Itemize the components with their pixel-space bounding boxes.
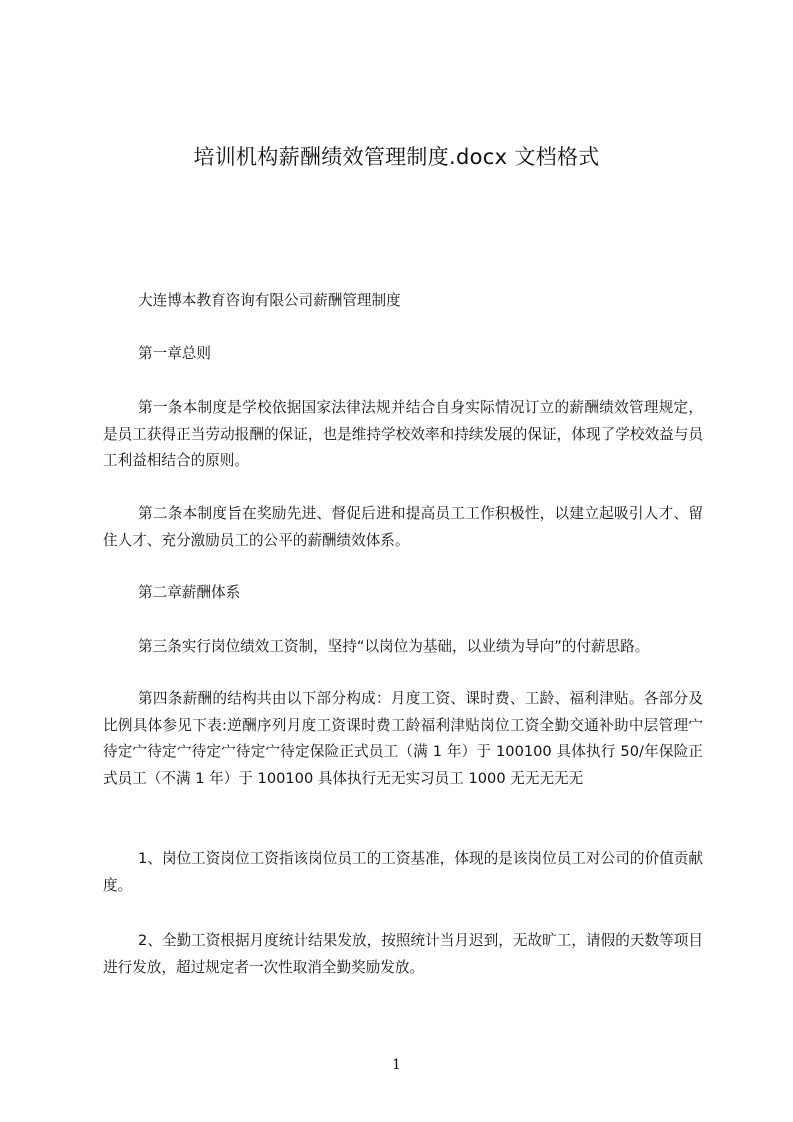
item-1-paragraph: 1、岗位工资岗位工资指该岗位员工的工资基准，体现的是该岗位员工对公司的价值贡献度。: [103, 850, 703, 894]
document-title: 培训机构薪酬绩效管理制度.docx 文档格式: [193, 145, 600, 169]
chapter-1-heading: 第一章总则: [138, 345, 211, 362]
company-heading: 大连博本教育咨询有限公司薪酬管理制度: [138, 292, 401, 309]
article-3-paragraph: 第三条实行岗位绩效工资制，坚持“以岗位为基础，以业绩为导向”的付薪思路。: [138, 638, 650, 655]
article-4-paragraph: 第四条薪酬的结构共由以下部分构成：月度工资、课时费、工龄、福利津贴。各部分及比例具体参见下表:逆酬序列月度工资课时费工龄福利津贴岗位工资全勤交通补助中层管理宀待定宀待定宀待定宀待定宀待定保险正式员工（满 1 年）于 100100 具体执行 50/年保险正式员工（不满 1 年）于 100100 具体执行无无实习员工 1000 无无无无无: [103, 690, 703, 787]
item-2-paragraph: 2、全勤工资根据月度统计结果发放，按照统计当月迟到，无故旷工，请假的天数等项目进行发放，超过规定者一次性取消全勤奖励发放。: [103, 932, 703, 976]
chapter-2-heading: 第二章薪酬体系: [138, 584, 241, 601]
page-number: 1: [392, 1057, 401, 1073]
article-2-paragraph: 第二条本制度旨在奖励先进、督促后进和提高员工工作积极性，以建立起吸引人才、留住人才、充分激励员工的公平的薪酬绩效体系。: [103, 505, 703, 549]
article-1-paragraph: 第一条本制度是学校依据国家法律法规并结合自身实际情况订立的薪酬绩效管理规定，是员工获得正当劳动报酬的保证，也是维持学校效率和持续发展的保证，体现了学校效益与员工利益相结合的原则。: [103, 399, 703, 469]
